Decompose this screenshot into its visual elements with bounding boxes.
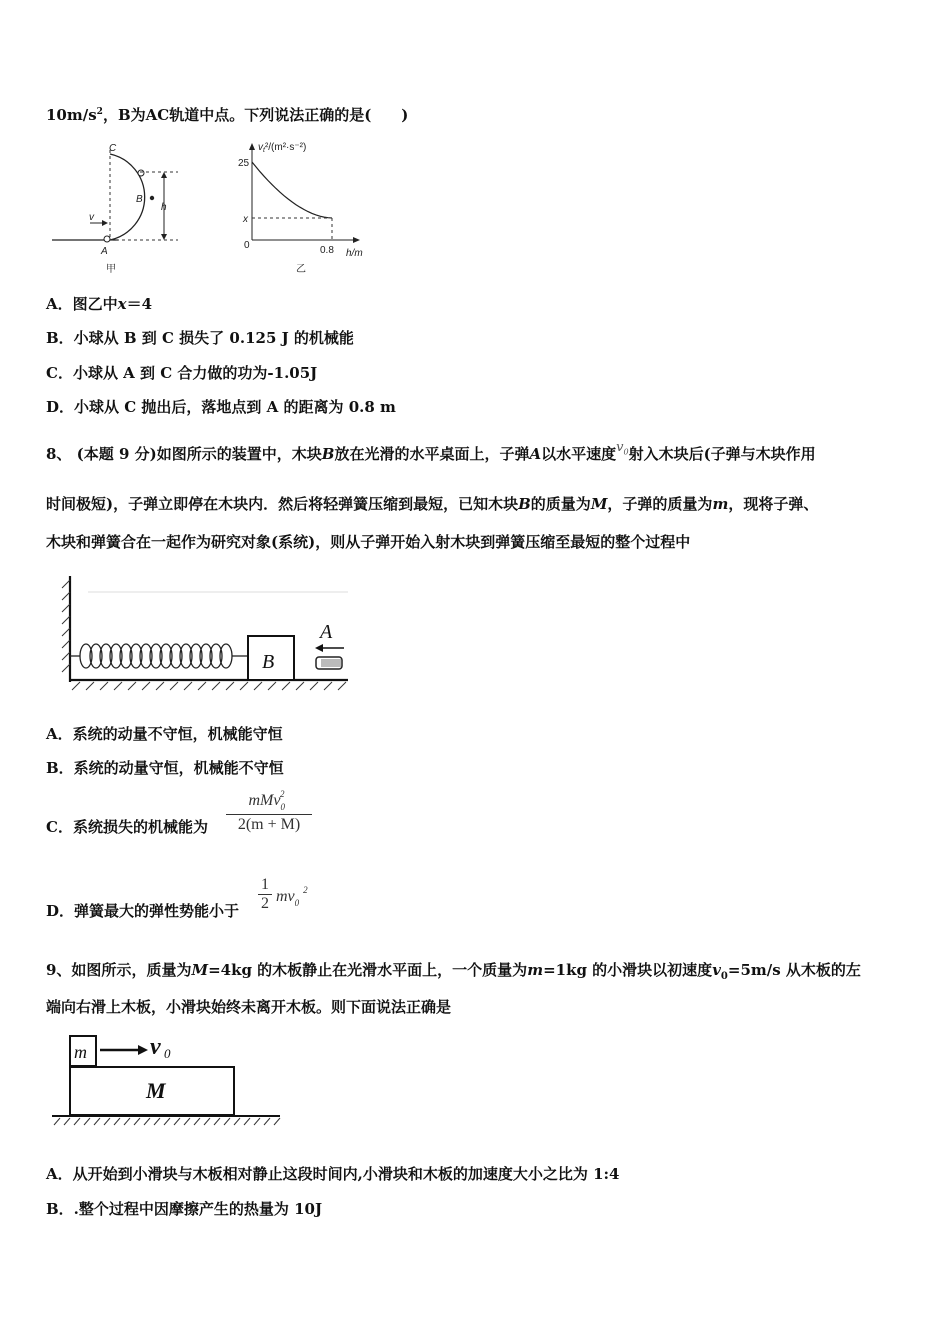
svg-text:0: 0 bbox=[164, 1046, 171, 1061]
q7-option-B[interactable]: B．小球从 B 到 C 损失了 0.125 J 的机械能 bbox=[46, 329, 354, 347]
q9-stem-line1: 9、如图所示，质量为M=4kg 的木板静止在光滑水平面上，一个质量为m=1kg 的小滑块以初速度$v_0=5m/s$ 从木板的左 bbox=[46, 961, 861, 982]
q7-option-D[interactable]: D．小球从 C 抛出后，落地点到 A 的距离为 0.8 m bbox=[46, 398, 396, 416]
label-A: A bbox=[101, 246, 108, 257]
spring bbox=[70, 644, 248, 668]
q9-figure bbox=[52, 1030, 287, 1130]
svg-text:B: B bbox=[262, 651, 275, 673]
q7-intro: $10m/s^2$，B为AC轨道中点。下列说法正确的是( ) bbox=[46, 106, 409, 124]
svg-text:A: A bbox=[320, 621, 333, 643]
origin-label: 0 bbox=[244, 240, 250, 251]
series-line-v2-h bbox=[252, 162, 332, 218]
y-tick-25: 25 bbox=[238, 158, 250, 169]
q8-option-B[interactable]: B．系统的动量守恒，机械能不守恒 bbox=[46, 759, 284, 777]
label-C: C bbox=[109, 143, 117, 154]
svg-text:M: M bbox=[146, 1078, 166, 1103]
q8-figure bbox=[58, 570, 358, 700]
y-tick-x: x bbox=[243, 214, 248, 225]
q8-option-C-fraction: mMv$_0^2$ 2(m + M) bbox=[226, 792, 312, 834]
q8-stem-line3: 木块和弹簧合在一起作为研究对象(系统)，则从子弹开始入射木块到弹簧压缩至最短的整个过程中 bbox=[46, 533, 691, 551]
q8-option-A[interactable]: A．系统的动量不守恒，机械能守恒 bbox=[46, 725, 283, 743]
svg-text:v: v bbox=[150, 1034, 161, 1060]
x-tick-0.8: 0.8 bbox=[320, 245, 334, 256]
x-axis-label: h/m bbox=[346, 248, 363, 259]
caption-yi: 乙 bbox=[296, 264, 306, 275]
q7-figure-yi-chart bbox=[228, 138, 378, 278]
q8-option-D-fraction: 1 2 bbox=[258, 876, 272, 913]
svg-text:m: m bbox=[74, 1042, 87, 1062]
q9-option-B[interactable]: B．.整个过程中因摩擦产生的热量为 10J bbox=[46, 1200, 323, 1218]
q9-option-A[interactable]: A．从开始到小滑块与木板相对静止这段时间内,小滑块和木板的加速度大小之比为 1:4 bbox=[46, 1165, 620, 1183]
label-v: v bbox=[89, 212, 94, 223]
q8-stem-line2: 时间极短)，子弹立即停在木块内．然后将轻弹簧压缩到最短，已知木块B的质量为M，子弹的质量为m，现将子弹、 bbox=[46, 495, 819, 513]
y-axis-label: $v_t^2/(m^2\cdot s^{-2})$ bbox=[258, 142, 307, 154]
q8-option-C[interactable]: C．系统损失的机械能为 bbox=[46, 818, 208, 836]
caption-jia: 甲 bbox=[106, 264, 116, 275]
q7-option-A[interactable]: A．图乙中x＝4 bbox=[46, 295, 153, 313]
q8-option-D-term: $mv_0^2$ bbox=[276, 885, 308, 908]
q8-stem-line1: 8、 (本题 9 分)如图所示的装置中，木块B放在光滑的水平桌面上，子弹A以水平速度$v_0$射入木块后(子弹与木块作用 bbox=[46, 440, 816, 463]
q9-stem-line2: 端向右滑上木板，小滑块始终未离开木板。则下面说法正确是 bbox=[46, 998, 452, 1016]
q8-option-D[interactable]: D．弹簧最大的弹性势能小于 bbox=[46, 902, 240, 920]
q7-option-C[interactable]: C．小球从 A 到 C 合力做的功为-1.05J bbox=[46, 364, 318, 382]
label-h: h bbox=[161, 202, 167, 213]
label-B: B bbox=[136, 194, 143, 205]
q7-figure-jia bbox=[48, 138, 198, 278]
